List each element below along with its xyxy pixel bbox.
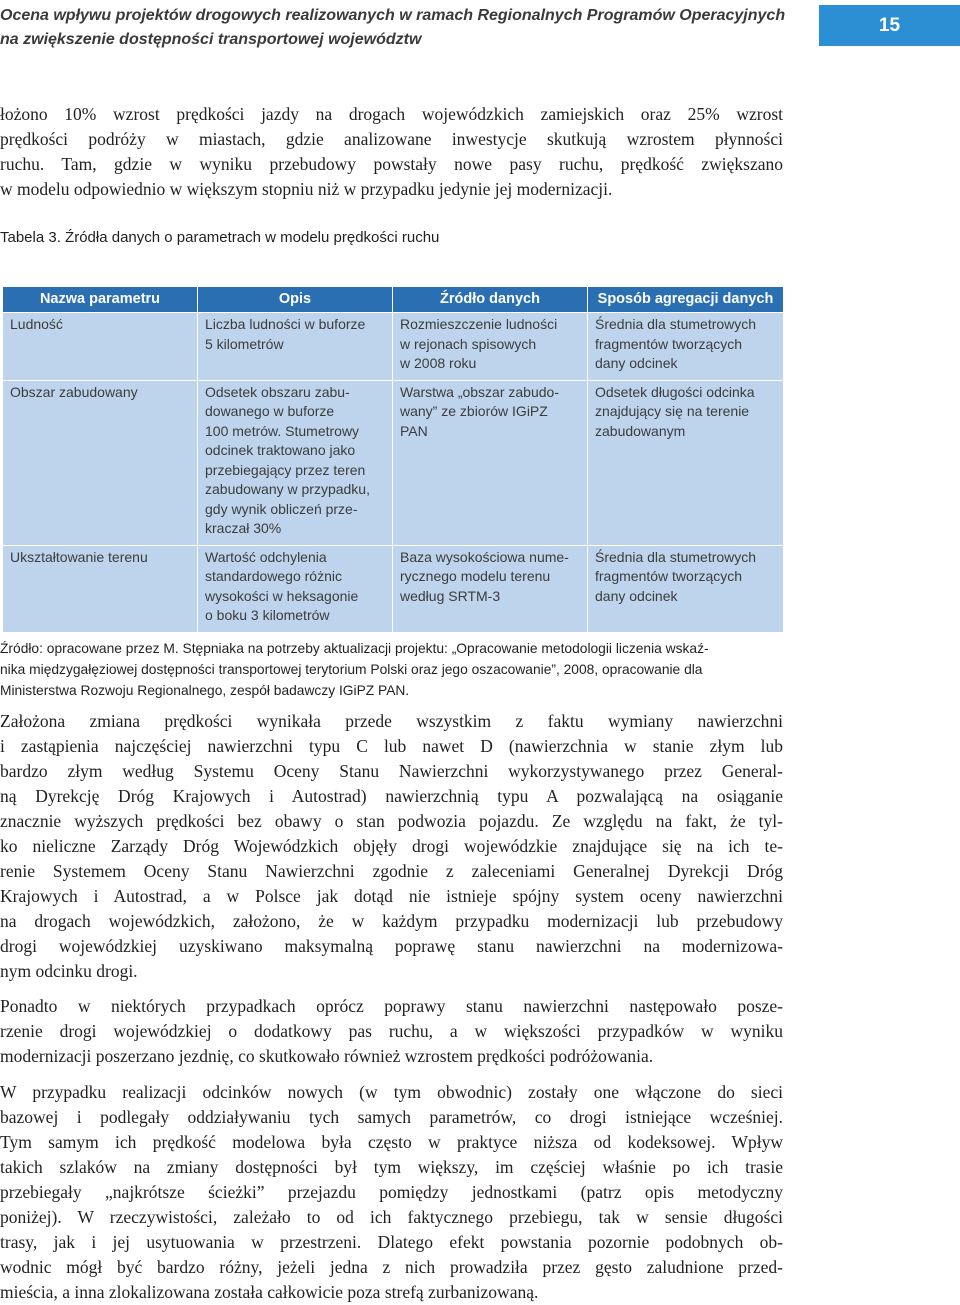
text-line: nym odcinku drogi.: [0, 961, 138, 981]
table-source-note: [0, 638, 783, 701]
column-header: Sposób agregacji danych: [588, 287, 784, 313]
cell-line: dany odcinek: [595, 355, 678, 371]
cell-text: Ludność: [10, 316, 63, 332]
cell-line: fragmentów tworzących: [595, 335, 743, 352]
table-cell: [588, 380, 784, 545]
text-line: ną Dyrekcję Dróg Krajowych i Autostrad) nawierzchnią typu A pozwalającą na osiąganie: [0, 786, 783, 806]
text-line: na drogach wojewódzkich, założono, że w każdym przypadku modernizacji lub przebudowy: [0, 911, 783, 931]
text-line: rzenie drogi wojewódzkiej o dodatkowy pas ruchu, a w większości przypadków w wyniku: [0, 1021, 783, 1041]
cell-line: w 2008 roku: [400, 355, 477, 371]
table-row: [3, 380, 784, 545]
cell-line: kraczał 30%: [205, 520, 282, 536]
text-line: takich szlaków na zmiany dostępności był tym większy, im częściej właśnie po ich trasie: [0, 1157, 783, 1177]
table-cell: [198, 313, 393, 381]
parameters-table: [2, 287, 784, 633]
text-line: Tym samym ich prędkość modelowa była często w praktyce niższa od kodeksowej. Wpływ: [0, 1132, 783, 1152]
table-cell: [3, 545, 198, 632]
cell-line: PAN: [400, 422, 428, 439]
cell-line: 5 kilometrów: [205, 335, 284, 352]
table-cell: [3, 313, 198, 381]
text-line: prędkości podróży w miastach, gdzie analizowane inwestycje skutkują wzrostem płynności: [0, 129, 783, 149]
text-line: w modelu odpowiednio w większym stopniu niż w przypadku jedynie jej modernizacji.: [0, 179, 613, 199]
text-line: przebiegały „najkrótsze ścieżki” przejazdu pomiędzy jednostkami (patrz opis metodyczny: [0, 1182, 783, 1202]
cell-line: gdy wynik obliczeń prze-: [205, 500, 358, 517]
body-paragraph: [0, 1080, 783, 1305]
text-line: nika międzygałęziowej dostępności transportowej terytorium Polski oraz jego oszacowanie”, 2008, opracowanie dla: [0, 662, 703, 677]
cell-line: wany” ze zbiorów IGiPZ: [400, 403, 548, 419]
cell-line: standardowego różnic: [205, 568, 342, 584]
column-header: Nazwa parametru: [3, 287, 198, 313]
text-line: modernizacji poszerzano jezdnię, co skutkowało również wzrostem prędkości podróżowania.: [0, 1046, 654, 1066]
table-cell: [393, 380, 588, 545]
running-header-line: Ocena wpływu projektów drogowych realizowanych w ramach Regionalnych Programów Operacyjnych: [0, 7, 786, 24]
cell-text: Ukształtowanie terenu: [10, 548, 148, 565]
cell-line: 100 metrów. Stumetrowy: [205, 422, 360, 439]
text-line: znacznie wyższych prędkości bez obawy o stan podwozia pojazdu. Ze względu na fakt, że tyl-: [0, 811, 783, 831]
cell-line: dany odcinek: [595, 587, 678, 604]
table-cell: [393, 545, 588, 632]
column-header: Opis: [198, 287, 393, 313]
page-number-badge: [819, 5, 960, 46]
cell-line: Liczba ludności w buforze: [205, 316, 366, 332]
text-line: bazowej i podlegały oddziaływaniu tych samych parametrów, co drogi istniejące wcześniej.: [0, 1107, 783, 1127]
table-cell: [3, 380, 198, 545]
text-line: ko nieliczne Zarządy Dróg Wojewódzkich objęły drogi wojewódzkie znajdujące się na ich te-: [0, 836, 783, 856]
table-row: [3, 313, 784, 381]
table-cell: [198, 545, 393, 632]
text-line: renie Systemem Oceny Stanu Nawierzchni zgodnie z zaleceniami Generalnej Dyrekcji Dróg: [0, 861, 783, 881]
text-line: Ministerstwa Rozwoju Regionalnego, zespół badawczy IGiPZ PAN.: [0, 683, 410, 698]
table-row: [3, 545, 784, 632]
text-line: W przypadku realizacji odcinków nowych (w tym obwodnic) zostały one włączone do sieci: [0, 1082, 783, 1102]
table-cell: [198, 380, 393, 545]
cell-text: Obszar zabudowany: [10, 383, 138, 400]
cell-line: w rejonach spisowych: [400, 335, 537, 352]
table-cell: [588, 313, 784, 381]
cell-line: Odsetek obszaru zabu-: [205, 383, 350, 400]
cell-line: fragmentów tworzących: [595, 568, 743, 584]
cell-line: Odsetek długości odcinka: [595, 383, 755, 400]
text-line: mieścia, a inna zlokalizowana została całkowicie poza strefą zurbanizowaną.: [0, 1282, 539, 1302]
cell-line: dowanego w buforze: [205, 403, 335, 419]
cell-line: według SRTM-3: [400, 587, 501, 604]
cell-line: przebiegający przez teren: [205, 461, 366, 478]
cell-line: Baza wysokościowa nume-: [400, 548, 569, 565]
running-header: [0, 4, 786, 52]
table-header-row: [3, 287, 784, 313]
cell-line: znajdujący się na terenie: [595, 403, 750, 419]
cell-line: odcinek traktowano jako: [205, 442, 356, 458]
text-line: drogi wojewódzkiej uzyskiwano maksymalną poprawę stanu nawierzchni na modernizowa-: [0, 936, 783, 956]
cell-line: o boku 3 kilometrów: [205, 607, 330, 623]
text-line: Założona zmiana prędkości wynikała przede wszystkim z faktu wymiany nawierzchni: [0, 711, 783, 731]
intro-paragraph: [0, 102, 783, 202]
cell-line: zabudowanym: [595, 422, 686, 439]
cell-line: zabudowany w przypadku,: [205, 481, 370, 497]
text-line: Źródło: opracowane przez M. Stępniaka na potrzeby aktualizacji projektu: „Opracowanie metodologii liczenia wskaź-: [0, 641, 709, 656]
text-line: Ponadto w niektórych przypadkach oprócz poprawy stanu nawierzchni następowało posze-: [0, 996, 783, 1016]
table-cell: [393, 313, 588, 381]
cell-line: rycznego modelu terenu: [400, 568, 551, 584]
body-paragraph: [0, 994, 783, 1069]
table-caption: Tabela 3. Źródła danych o parametrach w modelu prędkości ruchu: [0, 229, 440, 246]
body-paragraph: [0, 709, 783, 984]
text-line: trasy, jak i jej usytuowania w przestrzeni. Dlatego efekt powstania pozornie podobnych ob-: [0, 1232, 783, 1252]
text-line: Krajowych i Autostrad, a w Polsce jak dotąd nie istnieje spójny system oceny nawierzchni: [0, 886, 783, 906]
cell-line: Wartość odchylenia: [205, 548, 327, 565]
cell-line: Średnia dla stumetrowych: [595, 316, 757, 332]
cell-line: Warstwa „obszar zabudo-: [400, 383, 559, 400]
text-line: ruchu. Tam, gdzie w wyniku przebudowy powstały nowe pasy ruchu, prędkość zwiększano: [0, 154, 783, 174]
text-line: poniżej). W rzeczywistości, zależało to od ich faktycznego przebiegu, tak w sensie długości: [0, 1207, 783, 1227]
table-cell: [588, 545, 784, 632]
cell-line: Rozmieszczenie ludności: [400, 316, 558, 332]
cell-line: wysokości w heksagonie: [205, 587, 359, 604]
text-line: bardzo złym według Systemu Oceny Stanu Nawierzchni wykorzystywanego przez General-: [0, 761, 783, 781]
running-header-line: na zwiększenie dostępności transportowej województw: [0, 31, 422, 48]
text-line: i zastąpienia najczęściej nawierzchni typu C lub nawet D (nawierzchnia w stanie złym lub: [0, 736, 783, 756]
column-header: Źródło danych: [393, 287, 588, 313]
page-number: 15: [878, 14, 901, 36]
cell-line: Średnia dla stumetrowych: [595, 548, 757, 565]
text-line: łożono 10% wzrost prędkości jazdy na drogach wojewódzkich zamiejskich oraz 25% wzrost: [0, 104, 783, 124]
text-line: wodnic mógł być bardzo różny, jeżeli jedna z nich prowadziła przez gęsto zaludnione przed-: [0, 1257, 783, 1277]
